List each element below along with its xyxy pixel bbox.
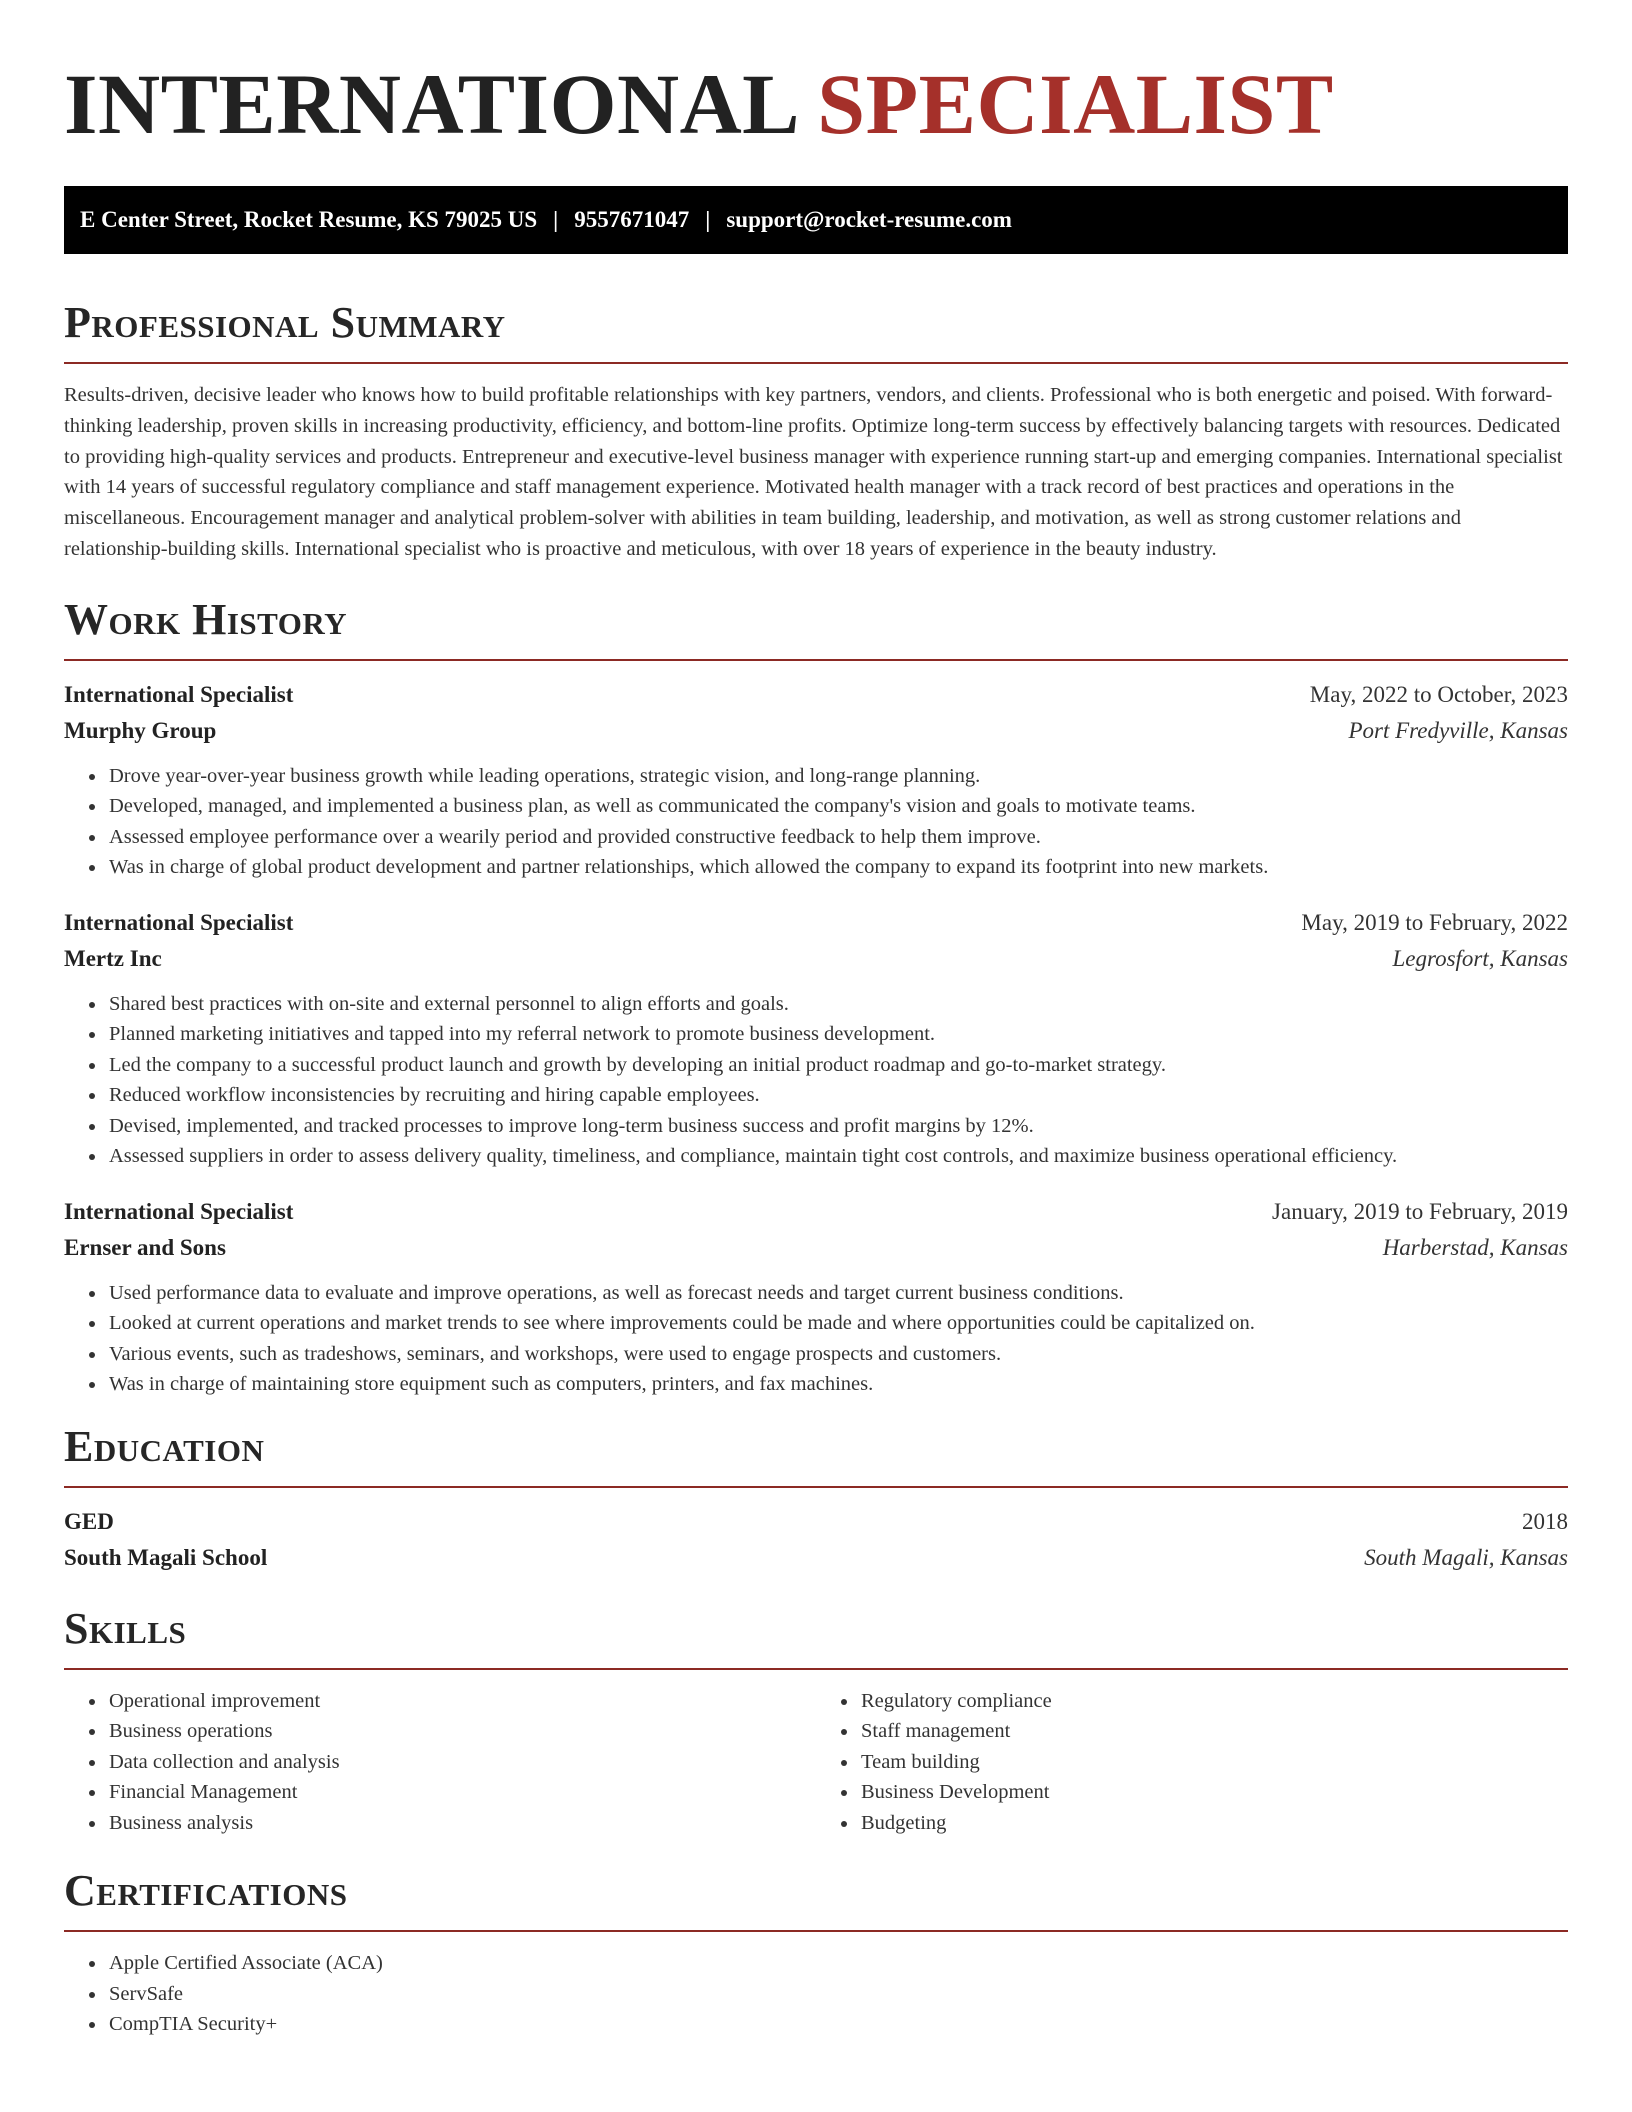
job-entry	[64, 677, 1568, 883]
job-location: Legrosfort, Kansas	[1392, 945, 1568, 971]
education-section	[64, 1422, 1568, 1576]
skill-item: • Team building	[859, 1747, 1568, 1778]
job-position: International Specialist	[64, 1198, 294, 1224]
skill-item: • Regulatory compliance	[859, 1686, 1568, 1717]
job-position: International Specialist	[64, 681, 294, 707]
job-bullet: • Used performance data to evaluate and improve operations, as well as forecast needs and target current business conditions.	[107, 1278, 1568, 1309]
skill-item: • Business analysis	[107, 1808, 816, 1839]
contact-bar	[64, 186, 1568, 254]
section-divider	[64, 659, 1568, 661]
job-dates: May, 2022 to October, 2023	[1309, 681, 1568, 707]
job-entry	[64, 1194, 1568, 1400]
skills-section	[64, 1604, 1568, 1839]
skill-item: • Business Development	[859, 1777, 1568, 1808]
section-divider	[64, 362, 1568, 364]
section-title-work-history: Work History	[64, 594, 348, 644]
skills-list-right	[816, 1686, 1568, 1839]
section-title-certifications: Certifications	[64, 1866, 348, 1916]
contact-email: support@rocket-resume.com	[726, 207, 1012, 232]
certifications-list	[64, 1948, 1568, 2040]
job-bullet: • Reduced workflow inconsistencies by recruiting and hiring capable employees.	[107, 1080, 1568, 1111]
section-divider	[64, 1486, 1568, 1488]
resume-name	[64, 56, 1568, 152]
certifications-section	[64, 1866, 1568, 2040]
job-company: Mertz Inc	[64, 945, 162, 971]
education-year: 2018	[1522, 1508, 1568, 1534]
job-bullets	[64, 989, 1568, 1172]
job-company: Murphy Group	[64, 717, 217, 743]
job-bullet: • Planned marketing initiatives and tapped into my referral network to promote business development.	[107, 1019, 1568, 1050]
contact-phone: 9557671047	[574, 207, 690, 232]
job-bullet: • Drove year-over-year business growth while leading operations, strategic vision, and long-range planning.	[107, 761, 1568, 792]
job-company: Ernser and Sons	[64, 1234, 226, 1260]
section-title-skills: Skills	[64, 1603, 187, 1653]
job-bullet: • Led the company to a successful product launch and growth by developing an initial product roadmap and go-to-market strategy.	[107, 1050, 1568, 1081]
job-bullets	[64, 1278, 1568, 1400]
name-first: INTERNATIONAL	[64, 56, 796, 152]
job-bullet: • Was in charge of maintaining store equipment such as computers, printers, and fax machines.	[107, 1369, 1568, 1400]
job-dates: May, 2019 to February, 2022	[1301, 909, 1568, 935]
work-history-section	[64, 595, 1568, 1400]
contact-separator: |	[553, 207, 559, 232]
skills-list-left	[64, 1686, 816, 1839]
section-divider	[64, 1668, 1568, 1670]
name-second: SPECIALIST	[817, 56, 1334, 152]
section-title-education: Education	[64, 1421, 265, 1471]
job-position: International Specialist	[64, 909, 294, 935]
job-bullet: • Assessed suppliers in order to assess delivery quality, timeliness, and compliance, maintain tight cost controls, and maximize business operational efficiency.	[107, 1141, 1568, 1172]
skills-columns	[64, 1686, 1568, 1839]
education-school: South Magali School	[64, 1544, 268, 1570]
summary-text: Results-driven, decisive leader who knows how to build profitable relationships with key partners, vendors, and clients. Professional who is both energetic and poised. With forward-thinking leadership, proven skills in increasing productivity, efficiency, and bottom-line profits. Optimize long-term success by effectively balancing targets with resources. Dedicated to providing high-quality services and products. Entrepreneur and executive-level business manager with experience running start-up and emerging companies. International specialist with 14 years of successful regulatory compliance and staff management experience. Motivated health manager with a track record of best practices and operations in the miscellaneous. Encouragement manager and analytical problem-solver with abilities in team building, leadership, and motivation, as well as strong customer relations and relationship-building skills. International specialist who is proactive and meticulous, with over 18 years of experience in the beauty industry.	[64, 384, 1563, 560]
skill-item: • Data collection and analysis	[107, 1747, 816, 1778]
job-location: Harberstad, Kansas	[1382, 1234, 1568, 1260]
job-location: Port Fredyville, Kansas	[1348, 717, 1568, 743]
skill-item: • Staff management	[859, 1716, 1568, 1747]
certification-item: • ServSafe	[107, 1979, 1568, 2010]
certification-item: • CompTIA Security+	[107, 2009, 1568, 2040]
job-bullet: • Shared best practices with on-site and external personnel to align efforts and goals.	[107, 989, 1568, 1020]
section-divider	[64, 1930, 1568, 1932]
contact-separator: |	[705, 207, 711, 232]
skill-item: • Operational improvement	[107, 1686, 816, 1717]
job-bullet: • Was in charge of global product development and partner relationships, which allowed the company to expand its footprint into new markets.	[107, 852, 1568, 883]
job-bullet: • Assessed employee performance over a wearily period and provided constructive feedback to help them improve.	[107, 822, 1568, 853]
education-location: South Magali, Kansas	[1364, 1544, 1568, 1570]
section-title-summary: Professional Summary	[64, 298, 506, 347]
contact-address: E Center Street, Rocket Resume, KS 79025 US	[80, 207, 538, 232]
job-entry	[64, 905, 1568, 1172]
skill-item: • Financial Management	[107, 1777, 816, 1808]
job-bullet: • Various events, such as tradeshows, seminars, and workshops, were used to engage prospects and customers.	[107, 1339, 1568, 1370]
job-bullet: • Looked at current operations and market trends to see where improvements could be made and where opportunities could be capitalized on.	[107, 1308, 1568, 1339]
certification-item: • Apple Certified Associate (ACA)	[107, 1948, 1568, 1979]
skill-item: • Budgeting	[859, 1808, 1568, 1839]
summary-section	[64, 298, 1568, 565]
job-bullets	[64, 761, 1568, 883]
skill-item: • Business operations	[107, 1716, 816, 1747]
job-dates: January, 2019 to February, 2019	[1272, 1198, 1568, 1224]
job-bullet: • Developed, managed, and implemented a business plan, as well as communicated the company's vision and goals to motivate teams.	[107, 791, 1568, 822]
job-bullet: • Devised, implemented, and tracked processes to improve long-term business success and profit margins by 12%.	[107, 1111, 1568, 1142]
education-degree: GED	[64, 1508, 114, 1534]
